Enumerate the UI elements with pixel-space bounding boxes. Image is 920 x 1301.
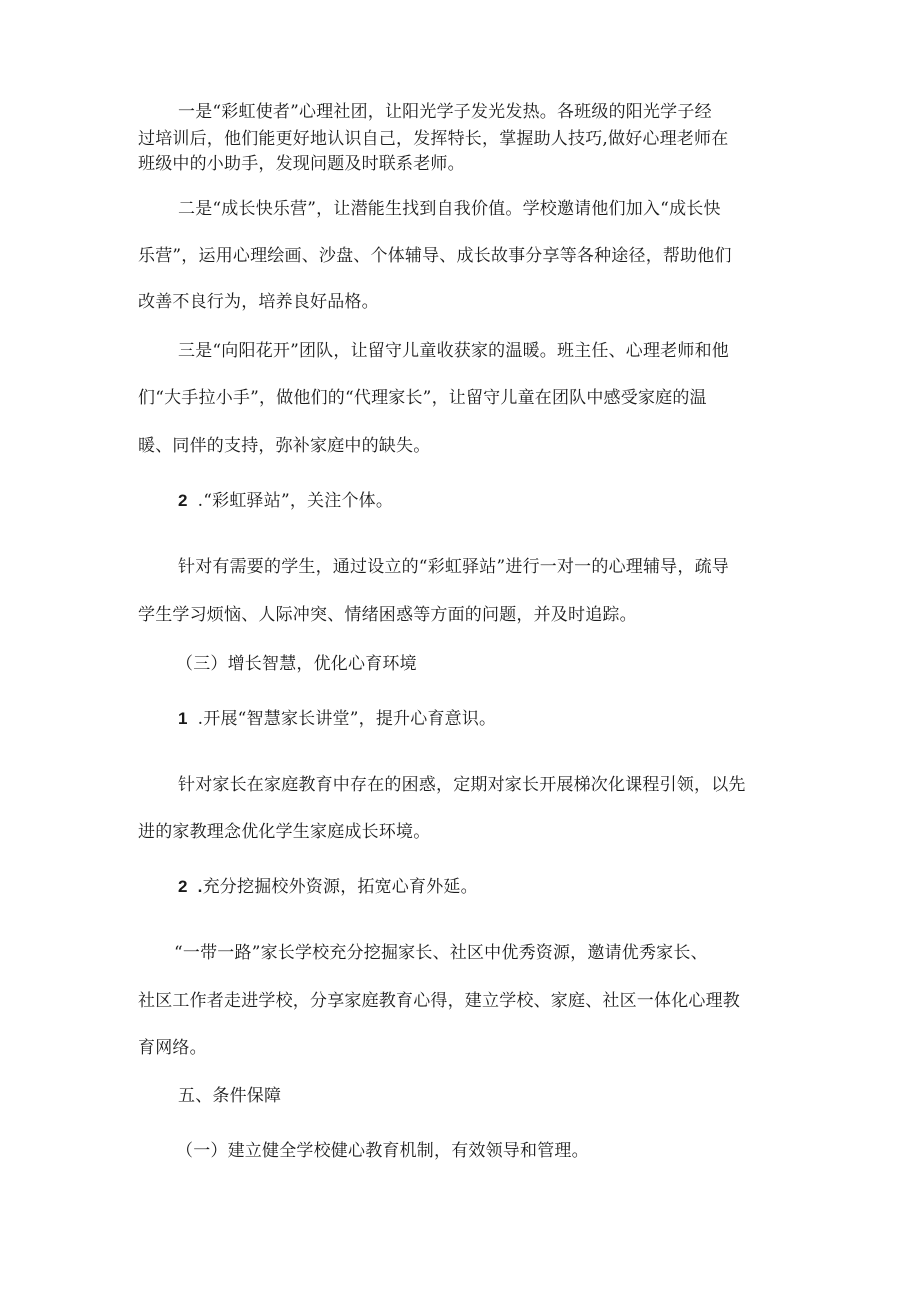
paragraph-2-line-2: 乐营”，运用心理绘画、沙盘、个体辅导、成长故事分享等各种途径，帮助他们 <box>138 246 732 266</box>
paragraph-6-line-2: 社区工作者走进学校，分享家庭教育心得，建立学校、家庭、社区一体化心理教 <box>138 991 740 1011</box>
heading-text: .开展“智慧家长讲堂”，提升心育意识。 <box>197 709 497 729</box>
paragraph-1-line-3: 班级中的小助手，发现问题及时联系老师。 <box>138 154 465 174</box>
paragraph-3-line-1: 三是“向阳花开”团队，让留守儿童收获家的温暖。班主任、心理老师和他 <box>178 341 729 361</box>
heading-rainbow-station <box>178 489 828 513</box>
heading-external-resources <box>178 875 828 899</box>
heading-number: 1 <box>178 709 188 728</box>
heading-dot: . <box>197 877 203 896</box>
paragraph-4-line-1: 针对有需要的学生，通过设立的“彩虹驿站”进行一对一的心理辅导，疏导 <box>178 557 729 577</box>
section-5-heading: 五、条件保障 <box>178 1086 282 1106</box>
paragraph-3-line-3: 暖、同伴的支持，弥补家庭中的缺失。 <box>138 436 431 456</box>
paragraph-6-line-3: 育网络。 <box>138 1038 207 1058</box>
paragraph-1-line-1: 一是“彩虹使者”心理社团，让阳光学子发光发热。各班级的阳光学子经 <box>178 102 712 122</box>
heading-text: .“彩虹驿站”，关注个体。 <box>197 491 394 511</box>
paragraph-5-line-1: 针对家长在家庭教育中存在的困惑，定期对家长开展梯次化课程引领，以先 <box>178 775 746 795</box>
heading-number: 2 <box>178 877 188 896</box>
paragraph-1-line-2: 过培训后，他们能更好地认识自己，发挥特长，掌握助人技巧,做好心理老师在 <box>138 129 729 149</box>
heading-parent-class <box>178 707 828 731</box>
heading-number: 2 <box>178 491 188 510</box>
paragraph-3-line-2: 们“大手拉小手”，做他们的“代理家长”，让留守儿童在团队中感受家庭的温 <box>138 388 707 408</box>
section-3-heading: （三）增长智慧，优化心育环境 <box>176 654 417 674</box>
paragraph-4-line-2: 学生学习烦恼、人际冲突、情绪困惑等方面的问题，并及时追踪。 <box>138 605 637 625</box>
heading-text: 充分挖掘校外资源，拓宽心育外延。 <box>202 877 478 897</box>
section-5-1-heading: （一）建立健全学校健心教育机制，有效领导和管理。 <box>176 1141 589 1161</box>
paragraph-2-line-3: 改善不良行为，培养良好品格。 <box>138 292 379 312</box>
paragraph-6-line-1: “一带一路”家长学校充分挖掘家长、社区中优秀资源，邀请优秀家长、 <box>174 943 708 963</box>
paragraph-2-line-1: 二是“成长快乐营”，让潜能生找到自我价值。学校邀请他们加入“成长快 <box>178 199 721 219</box>
paragraph-5-line-2: 进的家教理念优化学生家庭成长环境。 <box>138 822 431 842</box>
